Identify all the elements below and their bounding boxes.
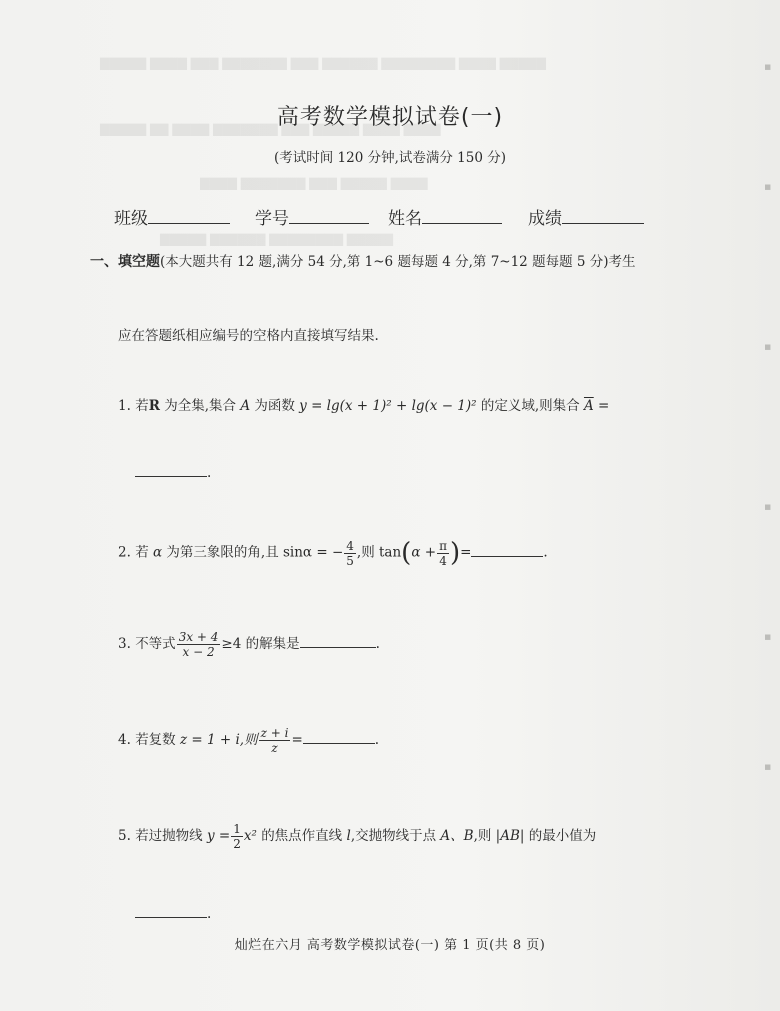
- section-heading: 一、填空题: [90, 254, 160, 270]
- question-text: 为第三象限的角,且 sinα = −: [166, 544, 344, 561]
- period: .: [375, 636, 380, 652]
- student-id-blank[interactable]: [289, 222, 369, 224]
- fraction-denominator: z: [271, 741, 278, 755]
- symbol-alpha: α: [152, 544, 163, 561]
- score-label: 成绩: [528, 209, 562, 229]
- name-blank[interactable]: [422, 222, 502, 224]
- fraction-numerator: 3x + 4: [178, 630, 219, 644]
- fraction-numerator: π: [439, 538, 447, 553]
- question-text: ,交抛物线于点: [350, 828, 437, 844]
- fraction-denominator: x − 2: [182, 645, 215, 659]
- question-text: 若: [135, 544, 149, 561]
- bleed-through-text: ▇▇▇▇ ▇▇▇▇▇▇▇ ▇▇▇ ▇▇▇▇▇ ▇▇▇▇: [200, 176, 428, 190]
- answer-blank-3[interactable]: [300, 646, 376, 648]
- class-blank[interactable]: [148, 222, 230, 224]
- period: .: [374, 732, 380, 748]
- question-4: [118, 726, 379, 755]
- question-text: ,则 tan: [356, 544, 402, 561]
- question-number: 1.: [118, 398, 131, 414]
- symbol-l: l: [346, 828, 351, 844]
- bleed-through-text: ▇▇▇▇▇ ▇▇ ▇▇▇▇ ▇▇▇▇▇▇▇ ▇▇▇ ▇▇▇▇▇ ▇▇▇▇ ▇▇▇▇: [100, 122, 441, 136]
- parabola-lhs: y =: [206, 828, 231, 844]
- fraction-numerator: z + i: [260, 726, 289, 740]
- tan-argument: α +: [411, 544, 437, 561]
- class-label: 班级: [114, 209, 148, 229]
- student-id-field[interactable]: [255, 204, 369, 229]
- question-3: [118, 630, 380, 659]
- section-instruction-2: 应在答题纸相应编号的空格内直接填写结果.: [118, 328, 379, 344]
- binding-mark: ▪: [764, 340, 772, 353]
- question-number: 3.: [118, 636, 131, 652]
- exam-title: 高考数学模拟试卷(一): [276, 105, 504, 130]
- equals-sign: =: [460, 544, 472, 561]
- question-text: 的焦点作直线: [261, 828, 343, 844]
- page-footer: 灿烂在六月 高考数学模拟试卷(一) 第 1 页(共 8 页): [234, 938, 546, 953]
- question-2: [118, 538, 548, 568]
- period: .: [543, 544, 548, 561]
- score-blank[interactable]: [562, 222, 644, 224]
- abs-AB: |AB|: [495, 828, 525, 844]
- right-paren: ): [449, 538, 461, 568]
- question-number: 5.: [118, 828, 131, 844]
- binding-mark: ▪: [764, 60, 772, 73]
- fraction-numerator: 1: [233, 822, 241, 836]
- question-1: [118, 394, 609, 414]
- equals-sign: =: [598, 398, 610, 414]
- symbol-A: A: [240, 398, 251, 414]
- fraction-denominator: 2: [233, 837, 241, 851]
- fraction-half: [231, 822, 243, 851]
- question-text: 不等式: [135, 636, 176, 652]
- function-formula: y = lg(x + 1)² + lg(x − 1)²: [299, 398, 477, 414]
- exam-subtitle: (考试时间 120 分钟,试卷满分 150 分): [273, 150, 507, 166]
- section-header: [90, 252, 680, 273]
- question-text: 的最小值为: [528, 828, 597, 844]
- name-field[interactable]: [388, 204, 502, 229]
- complex-number-expr: z = 1 + i,则: [179, 732, 258, 748]
- left-paren: (: [401, 538, 412, 568]
- question-text: 的定义域,则集合: [480, 398, 580, 414]
- equals-sign: =: [291, 732, 303, 748]
- question-5: [118, 822, 596, 851]
- period: .: [207, 465, 212, 481]
- symbol-R: R: [148, 398, 160, 414]
- fraction-denominator: 4: [439, 553, 447, 568]
- question-5-answer: [135, 906, 211, 922]
- period: .: [207, 906, 212, 922]
- fraction-denominator: 5: [346, 553, 354, 568]
- fraction-4-5: [344, 539, 356, 568]
- question-text: ≥4 的解集是: [221, 636, 300, 652]
- answer-blank-1[interactable]: [135, 475, 207, 477]
- fraction-z: [259, 726, 291, 755]
- class-field[interactable]: [114, 204, 230, 229]
- binding-mark: ▪: [764, 180, 772, 193]
- binding-mark: ▪: [764, 500, 772, 513]
- question-text: 若: [135, 398, 149, 414]
- answer-blank-4[interactable]: [303, 742, 375, 744]
- score-field[interactable]: [528, 204, 644, 229]
- question-number: 4.: [118, 732, 131, 748]
- question-text: 为全集,集合: [164, 398, 237, 414]
- binding-mark: ▪: [764, 760, 772, 773]
- symbol-A-complement: $\overline{A}$: [583, 398, 594, 414]
- question-number: 2.: [118, 544, 131, 561]
- binding-mark: ▪: [764, 630, 772, 643]
- section-instruction-1: (本大题共有 12 题,满分 54 分,第 1~6 题每题 4 分,第 7~12 题每题 5 分)考生: [160, 254, 636, 270]
- question-text: 若过抛物线: [135, 828, 203, 844]
- x-squared: x²: [243, 828, 257, 844]
- answer-blank-2[interactable]: [471, 555, 543, 557]
- fraction-numerator: 4: [346, 538, 354, 553]
- answer-blank-5[interactable]: [135, 916, 207, 918]
- question-text: 若复数: [135, 732, 176, 748]
- question-text: 为函数: [254, 398, 295, 414]
- fraction-inequality: [177, 630, 221, 659]
- student-id-label: 学号: [255, 209, 289, 229]
- bleed-through-text: ▇▇▇▇▇ ▇▇▇▇ ▇▇▇ ▇▇▇▇▇▇▇ ▇▇▇ ▇▇▇▇▇▇ ▇▇▇▇▇▇▇▇ ▇▇▇▇ ▇▇▇▇▇: [100, 56, 546, 70]
- points-A-B: A、B: [440, 828, 474, 844]
- fraction-pi-4: [437, 539, 449, 568]
- question-text: ,则: [473, 828, 492, 844]
- question-1-answer: [135, 465, 211, 481]
- name-label: 姓名: [388, 209, 422, 229]
- bleed-through-text: ▇▇▇▇▇ ▇▇▇▇▇▇ ▇▇▇▇▇▇▇▇ ▇▇▇▇▇: [160, 232, 393, 246]
